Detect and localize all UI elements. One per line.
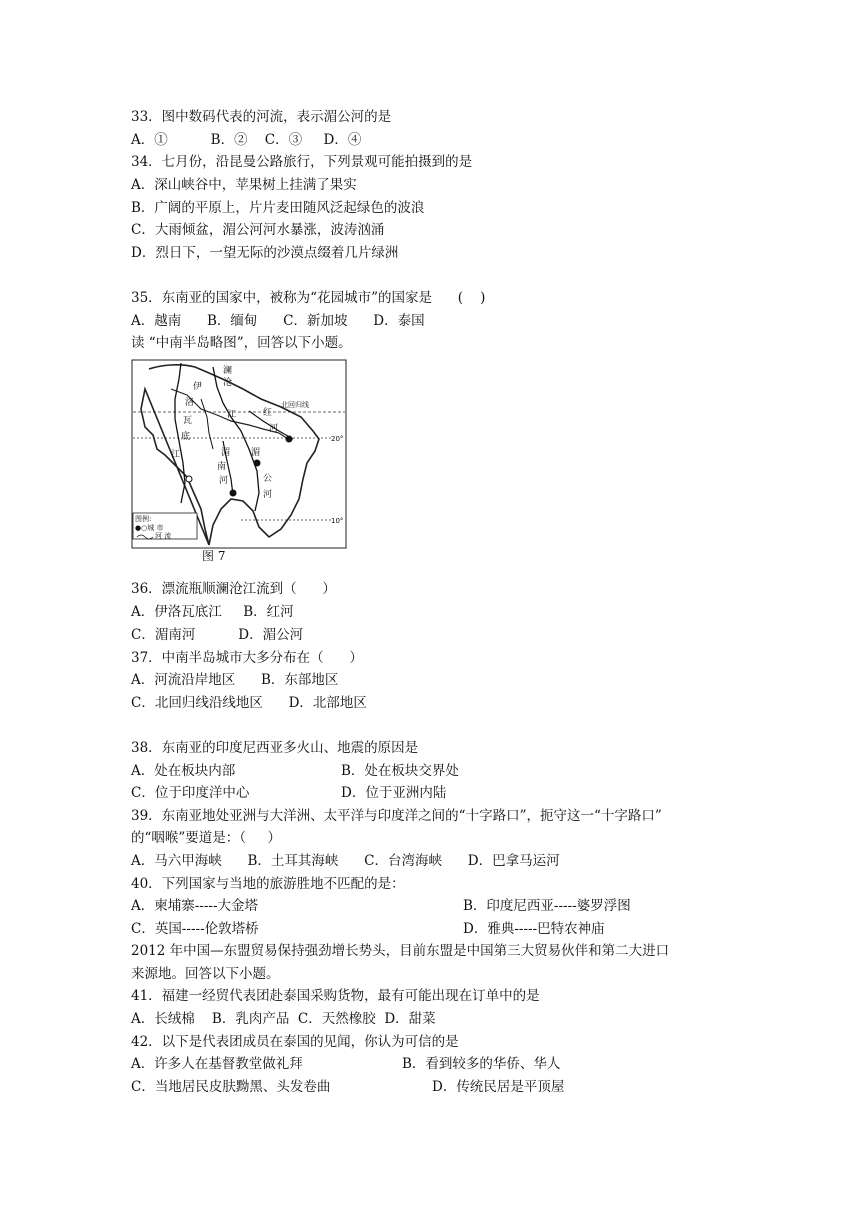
option-d: D．雅典-----巴特农神庙 [463,921,605,937]
question-stem: 35．东南亚的国家中，被称为“花园城市”的国家是 ( ) [131,290,486,306]
city-vientiane [254,460,261,467]
label-nan: 南 [217,462,227,472]
option-b: B．处在板块交界处 [341,763,459,779]
label-jiang1: 江 [227,410,237,420]
option-c: C．大雨倾盆，湄公河河水暴涨，波涛汹涌 [131,222,385,238]
label-di: 底 [181,432,191,442]
legend-city: ●○城 市 [135,524,164,532]
question-options: A．长绒棉 B．乳肉产品 C．天然橡胶 D．甜菜 [131,1011,436,1027]
question-stem-line1: 39．东南亚地处亚洲与大洋洲、太平洋与印度洋之间的“十字路口”，扼守这一“十字路口” [131,808,662,824]
question-options: A．① B．② C．③ D．④ [131,132,362,148]
map-svg [131,359,347,549]
label-jiang2: 江 [171,450,181,460]
label-lat10: 10° [331,517,344,525]
label-he2: 河 [219,476,229,486]
options-cd: C．湄南河 D．湄公河 [131,627,304,643]
indochina-map-figure [131,359,347,549]
option-c: C．英国-----伦敦塔桥 [131,921,259,937]
city-yangon [186,476,192,482]
label-gong: 公 [263,474,273,484]
question-stem: 37．中南半岛城市大多分布在（ ） [131,650,363,666]
label-luo: 洛 [185,398,195,408]
option-a: A．柬埔寨-----大金塔 [131,898,259,914]
legend-river: 河 流 [155,532,172,540]
label-hong: 红 [263,408,273,418]
intro-line2: 来源地。回答以下小题。 [131,966,280,982]
label-tropic: 北回归线 [281,401,309,409]
option-c: C．位于印度洋中心 [131,785,250,801]
option-b: B．广阔的平原上，片片麦田随风泛起绿色的波浪 [131,200,425,216]
map-intro: 读 “中南半岛略图”，回答以下小题。 [131,335,352,351]
option-b: B．印度尼西亚-----婆罗浮图 [463,898,631,914]
question-stem: 41．福建一经贸代表团赴泰国采购货物，最有可能出现在订单中的是 [131,988,540,1004]
option-d: D．传统民居是平顶屋 [432,1079,565,1095]
option-a: A．许多人在基督教堂做礼拜 [131,1056,303,1072]
options-ab: A．伊洛瓦底江 B．红河 [131,604,294,620]
option-a: A．处在板块内部 [131,763,236,779]
label-yi: 伊 [193,382,203,392]
label-wa: 瓦 [183,416,193,426]
option-d: D．烈日下，一望无际的沙漠点缀着几片绿洲 [131,245,399,261]
question-stem: 40．下列国家与当地的旅游胜地不匹配的是： [131,876,405,892]
question-options: A．越南 B．缅甸 C．新加坡 D．泰国 [131,313,425,329]
label-he3: 河 [263,490,273,500]
legend-title: 图例: [135,515,152,523]
options-ab: A．河流沿岸地区 B．东部地区 [131,672,339,688]
label-lan: 澜 [223,366,233,376]
option-b: B．看到较多的华侨、华人 [402,1056,561,1072]
intro-line1: 2012 年中国—东盟贸易保持强劲增长势头，目前东盟是中国第三大贸易伙伴和第二大进口 [131,943,670,959]
question-stem: 36．漂流瓶顺澜沧江流到（ ） [131,581,336,597]
question-stem: 42．以下是代表团成员在泰国的见闻，你认为可信的是 [131,1034,459,1050]
label-cang: 沧 [223,378,233,388]
options-cd: C．北回归线沿线地区 D．北部地区 [131,695,367,711]
question-stem: 38．东南亚的印度尼西亚多火山、地震的原因是 [131,740,419,756]
question-options: A．马六甲海峡 B．土耳其海峡 C．台湾海峡 D．巴拿马运河 [131,853,560,869]
city-hanoi [286,436,293,443]
label-mei1: 湄 [221,448,231,458]
city-bangkok [230,490,237,497]
option-c: C．当地居民皮肤黝黑、头发卷曲 [131,1079,331,1095]
map-caption: 图 7 [202,549,226,563]
label-he1: 河 [269,424,279,434]
question-stem: 34．七月份，沿昆曼公路旅行，下列景观可能拍摄到的是 [131,154,473,170]
option-a: A．深山峡谷中，苹果树上挂满了果实 [131,177,357,193]
label-mei2: 湄 [251,448,261,458]
question-stem: 33．图中数码代表的河流，表示湄公河的是 [131,109,392,125]
label-lat20: 20° [331,435,344,443]
question-stem-line2: 的“咽喉”要道是：（ ） [131,830,282,846]
option-d: D．位于亚洲内陆 [341,785,447,801]
